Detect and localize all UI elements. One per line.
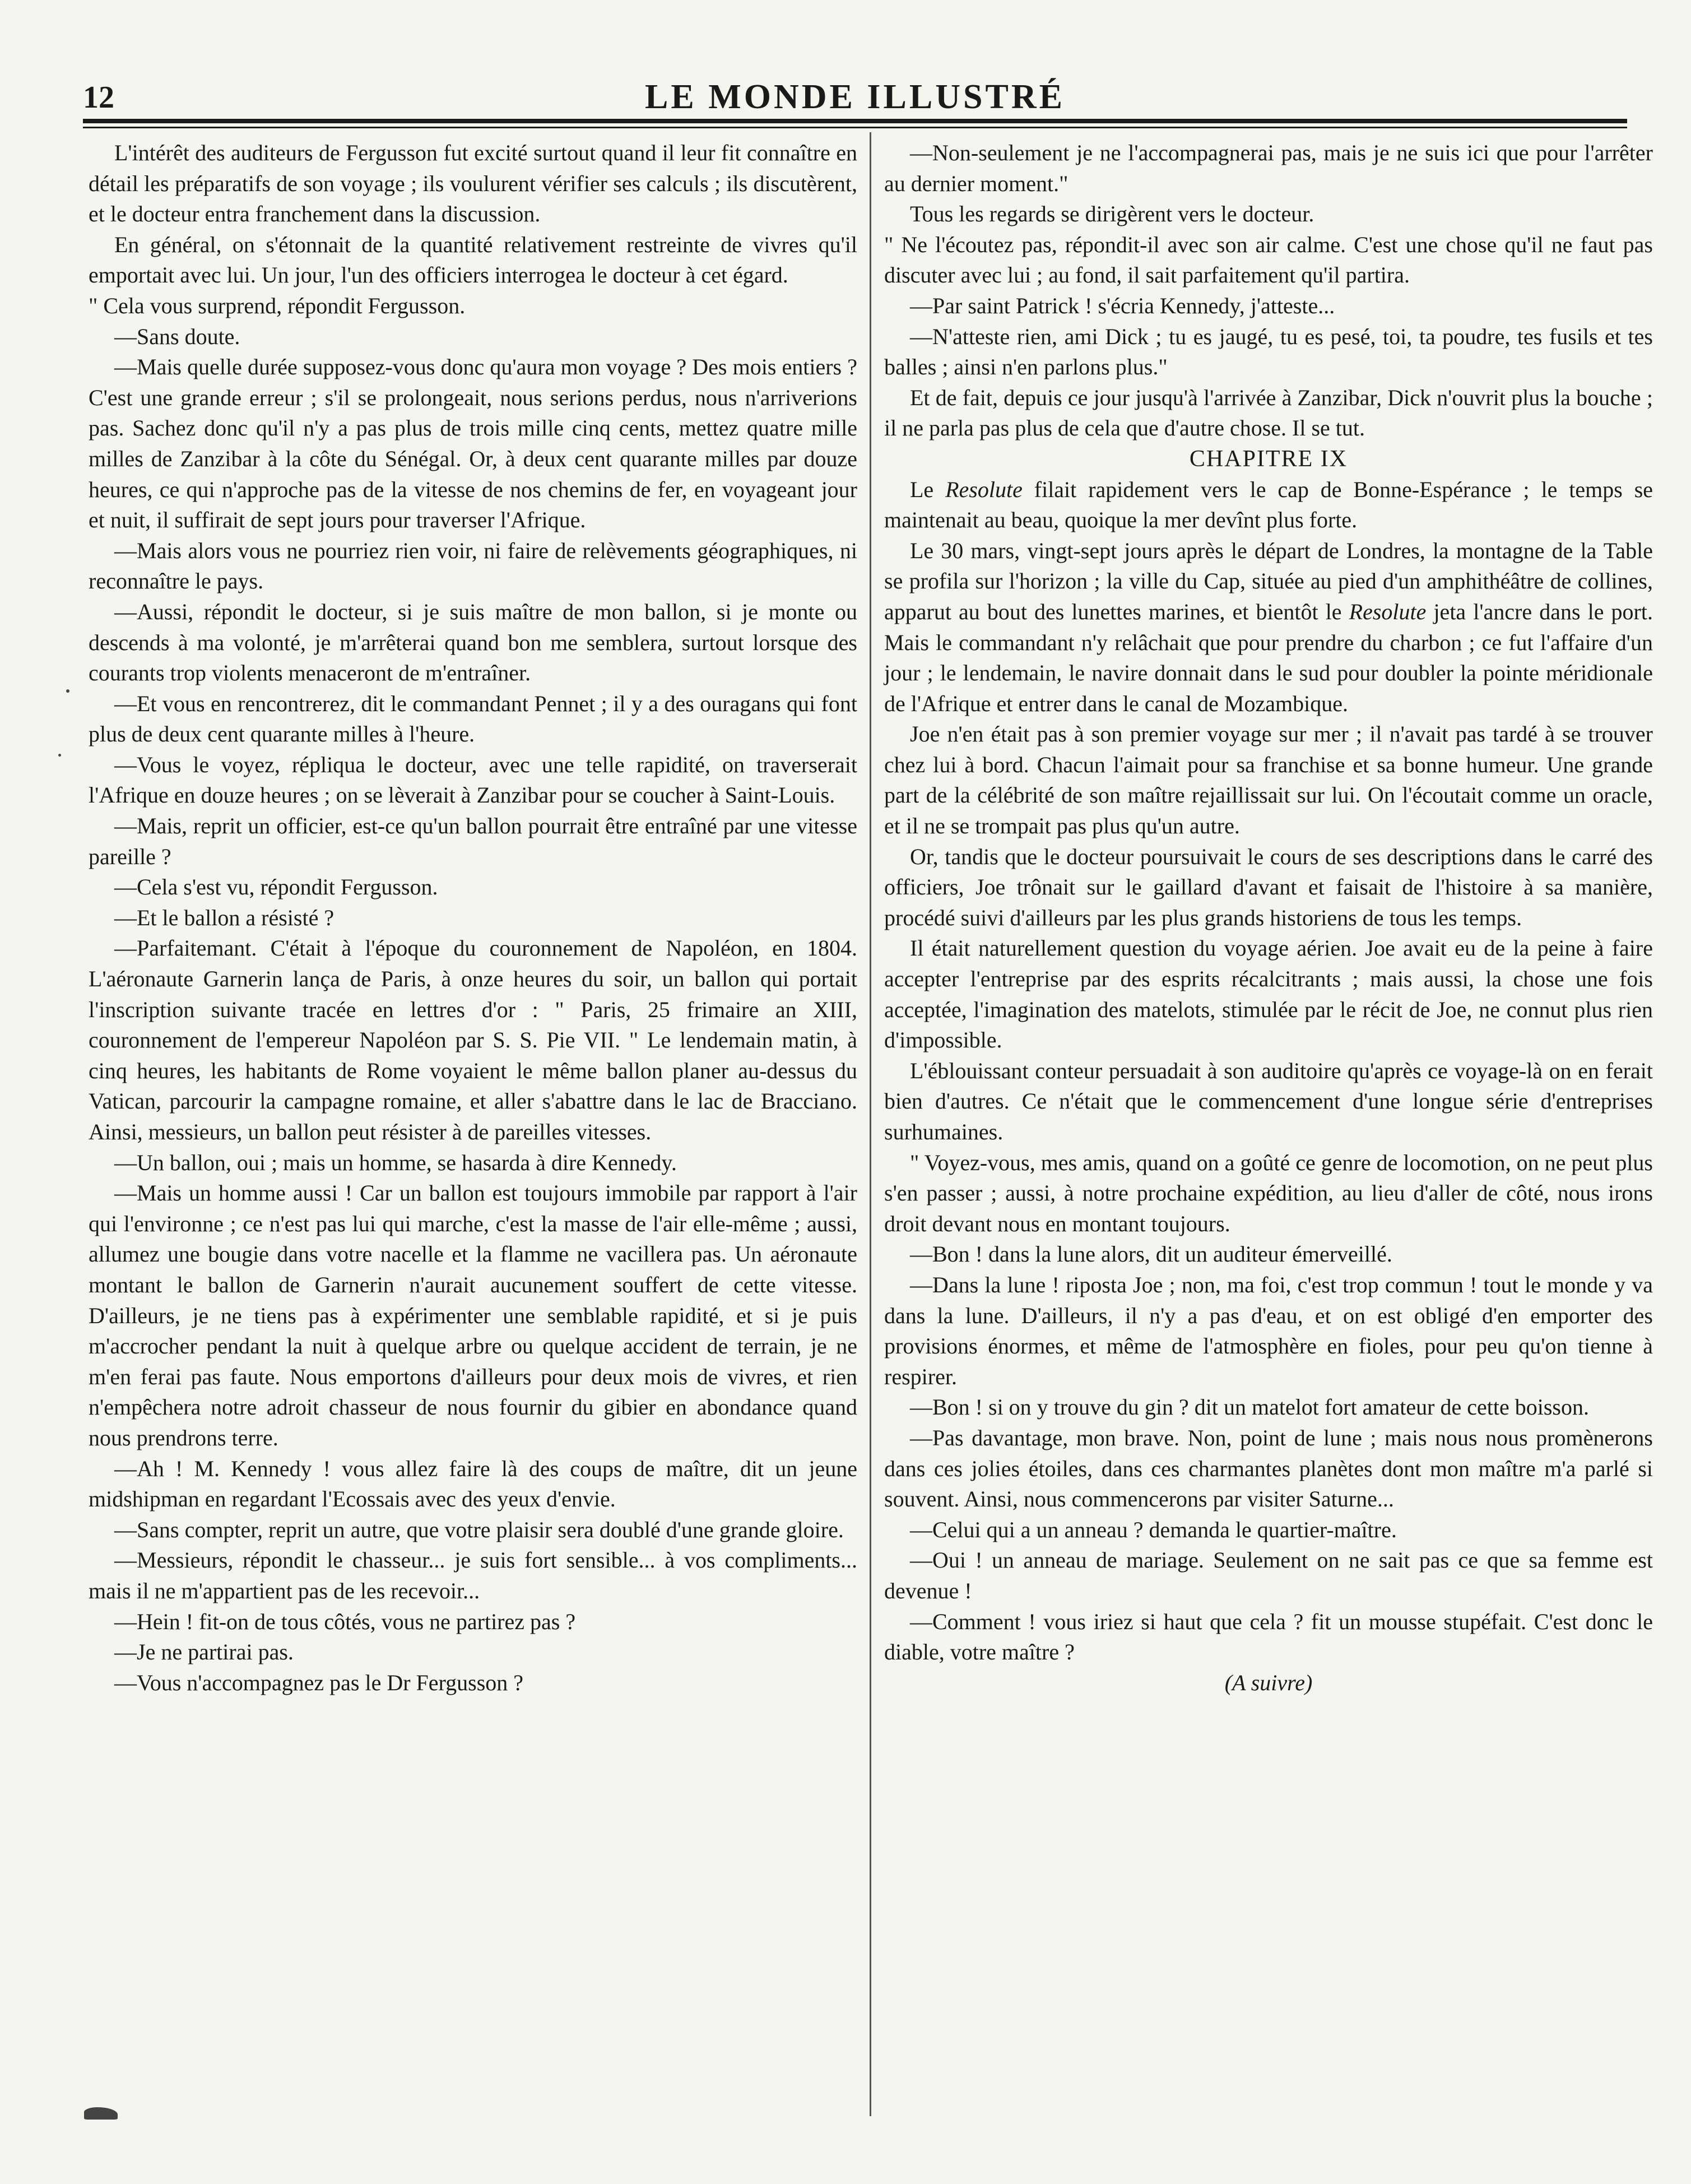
paragraph: —Par saint Patrick ! s'écria Kennedy, j'atteste... bbox=[910, 293, 1335, 318]
paragraph: —Et le ballon a résisté ? bbox=[114, 905, 335, 930]
paragraph: —Sans compter, reprit un autre, que votre plaisir sera doublé d'une grande gloire. bbox=[114, 1517, 844, 1542]
page-header bbox=[83, 77, 1627, 122]
paragraph: —N'atteste rien, ami Dick ; tu es jaugé, tu es pesé, toi, ta poudre, tes fusils et tes balles ; ainsi n'en parlons plus." bbox=[884, 323, 1653, 380]
continuation-note: (A suivre) bbox=[1224, 1670, 1313, 1695]
paragraph: —Un ballon, oui ; mais un homme, se hasarda à dire Kennedy. bbox=[114, 1149, 677, 1175]
paragraph: —Bon ! dans la lune alors, dit un auditeur émerveillé. bbox=[910, 1241, 1392, 1267]
scan-speck bbox=[66, 689, 69, 693]
text-run: Le bbox=[910, 476, 946, 502]
header-rule-thick bbox=[83, 119, 1627, 123]
paragraph: —Messieurs, répondit le chasseur... je suis fort sensible... à vos compliments... mais il ne m'appartient pas de les recevoir... bbox=[89, 1547, 857, 1603]
paragraph: —Comment ! vous iriez si haut que cela ? fit un mousse stupéfait. C'est donc le diable, votre maître ? bbox=[884, 1608, 1653, 1665]
paragraph: L'intérêt des auditeurs de Fergusson fut excité surtout quand il leur fit connaître en détail les préparatifs de son voyage ; ils voulurent vérifier ses calculs ; ils discutèrent, et le docteur entra franchement dans la discussion. bbox=[89, 140, 857, 227]
paragraph: —Cela s'est vu, répondit Fergusson. bbox=[114, 874, 438, 900]
paragraph: —Vous le voyez, répliqua le docteur, avec une telle rapidité, on traverserait l'Afrique en douze heures ; on se lèverait à Zanzibar pour se coucher à Saint-Louis. bbox=[89, 752, 857, 808]
paragraph: —Mais un homme aussi ! Car un ballon est toujours immobile par rapport à l'air qui l'environne ; ce n'est pas lui qui marche, c'est la masse de l'air elle-même ; aussi, allumez une bougie dans votre nacelle et la flamme ne vacillera pas. Un aéronaute montant le ballon de Garnerin n'aurait aucunement souffert de cette vitesse. D'ailleurs, je ne tiens pas à expérimenter une semblable rapidité, et si je puis m'accrocher pendant la nuit à quelque arbre ou quelque accident de terrain, je ne m'en ferai pas faute. Nous emportons d'ailleurs pour deux mois de vivres, et rien n'empêchera notre adroit chasseur de nous fournir du gibier en abondance quand nous prendrons terre. bbox=[89, 1180, 857, 1450]
paragraph bbox=[884, 475, 1653, 536]
paragraph: Joe n'en était pas à son premier voyage sur mer ; il n'avait pas tardé à se trouver chez lui à bord. Chacun l'aimait pour sa franchise et sa bonne humeur. Une grande part de la célébrité de son maître rejaillissait sur lui. On l'écoutait comme un oracle, et il ne se trompait pas plus qu'un autre. bbox=[884, 721, 1653, 839]
page-number: 12 bbox=[83, 80, 114, 115]
paragraph: —Celui qui a un anneau ? demanda le quartier-maître. bbox=[910, 1517, 1397, 1542]
paragraph: —Hein ! fit-on de tous côtés, vous ne partirez pas ? bbox=[114, 1608, 576, 1634]
paragraph: —Dans la lune ! riposta Joe ; non, ma foi, c'est trop commun ! tout le monde y va dans la lune. D'ailleurs, il n'y a pas d'eau, et on est obligé d'en emporter des provisions énormes, et même de l'atmosphère en fioles, pour peu qu'on tienne à respirer. bbox=[884, 1272, 1653, 1389]
scan-speck bbox=[58, 754, 61, 757]
paragraph: —Mais, reprit un officier, est-ce qu'un ballon pourrait être entraîné par une vitesse pareille ? bbox=[89, 813, 857, 869]
header-rule-thin bbox=[83, 127, 1627, 128]
paragraph: En général, on s'étonnait de la quantité relativement restreinte de vivres qu'il emportait avec lui. Un jour, l'un des officiers interrogea le docteur à cet égard. bbox=[89, 231, 857, 288]
paragraph: " Cela vous surprend, répondit Fergusson. bbox=[89, 293, 466, 318]
ship-name: Resolute bbox=[945, 476, 1023, 502]
paragraph: Et de fait, depuis ce jour jusqu'à l'arrivée à Zanzibar, Dick n'ouvrit plus la bouche ; il ne parla pas plus de cela que d'autre chose. Il se tut. bbox=[884, 384, 1653, 441]
paragraph: " Ne l'écoutez pas, répondit-il avec son air calme. C'est une chose qu'il ne faut pas discuter avec lui ; au fond, il sait parfaitement qu'il partira. bbox=[884, 231, 1653, 288]
paragraph: —Je ne partirai pas. bbox=[114, 1639, 294, 1665]
paragraph: Tous les regards se dirigèrent vers le docteur. bbox=[910, 201, 1314, 227]
paragraph: —Pas davantage, mon brave. Non, point de lune ; mais nous nous promènerons dans ces jolies étoiles, dans ces charmantes planètes dont mon maître m'a parlé si souvent. Ainsi, nous commencerons par visiter Saturne... bbox=[884, 1425, 1653, 1512]
paragraph: —Et vous en rencontrerez, dit le commandant Pennet ; il y a des ouragans qui font plus de deux cent quarante milles à l'heure. bbox=[89, 690, 857, 747]
scan-speck bbox=[84, 2107, 118, 2120]
paragraph: Or, tandis que le docteur poursuivait le cours de ses descriptions dans le carré des officiers, Joe trônait sur le gaillard d'avant et faisait de l'histoire à sa manière, procédé suivi d'ailleurs par les plus grands historiens de tous les temps. bbox=[884, 843, 1653, 930]
column-divider bbox=[870, 132, 871, 2116]
paragraph bbox=[884, 536, 1653, 720]
paragraph: Il était naturellement question du voyage aérien. Joe avait eu de la peine à faire accepter l'entreprise par des esprits récalcitrants ; mais aussi, la chose une fois acceptée, l'imagination des matelots, stimulée par le récit de Joe, ne connut plus rien d'impossible. bbox=[884, 935, 1653, 1053]
paragraph: L'éblouissant conteur persuadait à son auditoire qu'après ce voyage-là on en ferait bien d'autres. Ce n'était que le commencement d'une longue série d'entreprises surhumaines. bbox=[884, 1058, 1653, 1144]
text-run: filait rapidement vers le cap de Bonne-Espérance ; le temps se maintenait au beau, quoique la mer devînt plus forte. bbox=[884, 476, 1653, 533]
text-run: jeta l'ancre dans le port. Mais le commandant n'y relâchait que pour prendre du charbon ; ce fut l'affaire d'un jour ; le lendemain, le navire donnait dans le sud pour doubler la pointe méridionale de l'Afrique et entrer dans le canal de Mozambique. bbox=[884, 599, 1653, 716]
paragraph: —Parfaitemant. C'était à l'époque du couronnement de Napoléon, en 1804. L'aéronaute Garnerin lança de Paris, à onze heures du soir, un ballon qui portait l'inscription suivante tracée en lettres d'or : " Paris, 25 frimaire an XIII, couronnement de l'empereur Napoléon par S. S. Pie VII. " Le lendemain matin, à cinq heures, les habitants de Rome voyaient le même ballon planer au-dessus du Vatican, parcourir la campagne romaine, et aller s'abattre dans le lac de Bracciano. Ainsi, messieurs, un ballon peut résister à de pareilles vitesses. bbox=[89, 935, 857, 1144]
ship-name: Resolute bbox=[1349, 599, 1427, 624]
masthead-title: LE MONDE ILLUSTRÉ bbox=[645, 78, 1065, 116]
paragraph: —Oui ! un anneau de mariage. Seulement on ne sait pas ce que sa femme est devenue ! bbox=[884, 1547, 1653, 1603]
text-run: Le 30 mars, vingt-sept jours après le départ de Londres, la montagne de la Table se profila sur l'horizon ; la ville du Cap, située au pied d'un amphithéâtre de collines, apparut au bout des lunettes marines, et bientôt le bbox=[884, 537, 1653, 624]
paragraph: —Mais quelle durée supposez-vous donc qu'aura mon voyage ? Des mois entiers ? C'est une grande erreur ; s'il se prolongeait, nous serions perdus, nous n'arriverions pas. Sachez donc qu'il n'y a pas plus de trois mille cinq cents, mettez quatre mille milles de Zanzibar à la côte du Sénégal. Or, à deux cent quarante milles par douze heures, ce qui n'approche pas de la vitesse de nos chemins de fer, en voyageant jour et nuit, il suffirait de sept jours pour traverser l'Afrique. bbox=[89, 354, 857, 533]
paragraph: —Aussi, répondit le docteur, si je suis maître de mon ballon, si je monte ou descends à ma volonté, je m'arrêterai quand bon me semblera, surtout lorsque des courants trop violents menaceront de m'entraîner. bbox=[89, 599, 857, 686]
chapter-heading: CHAPITRE IX bbox=[1189, 446, 1348, 472]
paragraph: " Voyez-vous, mes amis, quand on a goûté ce genre de locomotion, on ne peut plus s'en passer ; aussi, à notre prochaine expédition, au lieu d'aller de côté, nous irons droit devant nous en montant toujours. bbox=[884, 1149, 1653, 1236]
left-column bbox=[89, 138, 857, 1698]
paragraph: —Sans doute. bbox=[114, 323, 240, 349]
paragraph: —Bon ! si on y trouve du gin ? dit un matelot fort amateur de cette boisson. bbox=[910, 1394, 1589, 1420]
paragraph: —Mais alors vous ne pourriez rien voir, ni faire de relèvements géographiques, ni reconnaître le pays. bbox=[89, 537, 857, 594]
paragraph: —Ah ! M. Kennedy ! vous allez faire là des coups de maître, dit un jeune midshipman en regardant l'Ecossais avec des yeux d'envie. bbox=[89, 1455, 857, 1512]
right-column bbox=[884, 138, 1653, 1698]
paragraph: —Vous n'accompagnez pas le Dr Fergusson ? bbox=[114, 1670, 524, 1695]
paragraph: —Non-seulement je ne l'accompagnerai pas, mais je ne suis ici que pour l'arrêter au dernier moment." bbox=[884, 140, 1653, 196]
